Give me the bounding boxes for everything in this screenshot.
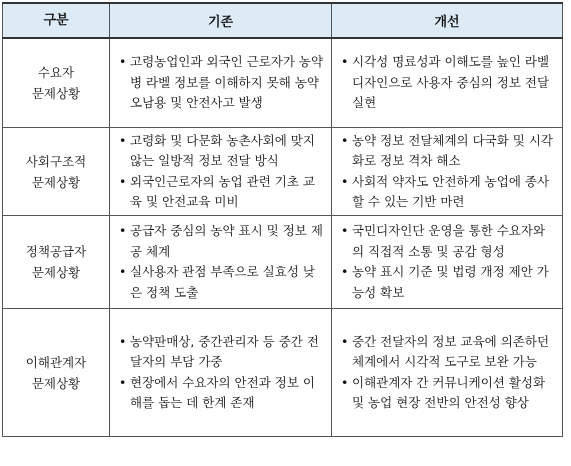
- header-category: 구분: [3, 3, 110, 38]
- existing-item: • 고령화 및 다문화 농촌사회에 맞지 않는 일방적 정보 전달 방식: [118, 131, 325, 172]
- improved-item: • 시각성 명료성과 이해도를 높인 라벨 디자인으로 사용자 중심의 정보 전달 실현: [340, 52, 556, 114]
- table-row: [3, 128, 563, 216]
- row-label: [3, 216, 110, 309]
- existing-item: • 고령농업인과 외국인 근로자가 농약병 라벨 정보를 이해하지 못해 농약 오남용 및 안전사고 발생: [118, 52, 325, 114]
- row-label: [3, 309, 110, 437]
- comparison-table: [2, 2, 563, 437]
- improved-item: • 중간 전달자의 정보 교육에 의존하던 체계에서 시각적 도구로 보완 가능: [340, 332, 556, 373]
- improved-cell: [332, 128, 563, 216]
- row-label-line: 문제상황: [31, 265, 81, 280]
- header-improved: 개선: [332, 3, 563, 38]
- existing-item: • 외국인근로자의 농업 관련 기초 교육 및 안전교육 미비: [118, 172, 325, 213]
- improved-item: • 국민디자인단 운영을 통한 수요자와의 직접적 소통 및 공감 형성: [340, 221, 556, 262]
- row-label-line: 정책공급자: [25, 244, 87, 259]
- header-existing: 기존: [110, 3, 332, 38]
- existing-cell: [110, 216, 332, 309]
- improved-item: • 사회적 약자도 안전하게 농업에 종사할 수 있는 기반 마련: [340, 172, 556, 213]
- row-label: [3, 128, 110, 216]
- row-label-line: 사회구조적: [25, 153, 87, 169]
- improved-item: • 이해관계자 간 커뮤니케이션 활성화 및 농업 현장 전반의 안전성 향상: [340, 373, 556, 414]
- row-label: [3, 38, 110, 128]
- row-label-line: 문제상황: [31, 86, 81, 101]
- row-label-line: 수요자: [37, 65, 75, 80]
- improved-cell: [332, 38, 563, 128]
- row-label-line: 문제상황: [31, 174, 81, 190]
- improved-item: • 농약 표시 기준 및 법령 개정 제안 가능성 확보: [340, 262, 556, 303]
- table-row: [3, 38, 563, 128]
- improved-cell: [332, 309, 563, 437]
- table-row: [3, 216, 563, 309]
- existing-cell: [110, 309, 332, 437]
- row-label-line: 문제상황: [31, 375, 81, 391]
- existing-item: • 농약판매상, 중간관리자 등 중간 전달자의 부담 가중: [118, 332, 325, 373]
- existing-item: • 현장에서 수요자의 안전과 정보 이해를 돕는 데 한계 존재: [118, 373, 325, 414]
- table-row: [3, 309, 563, 437]
- improved-cell: [332, 216, 563, 309]
- existing-item: • 실사용자 관점 부족으로 실효성 낮은 정책 도출: [118, 262, 325, 303]
- header-row: [3, 3, 563, 38]
- improved-item: • 농약 정보 전달체계의 다국화 및 시각화로 정보 격차 해소: [340, 131, 556, 172]
- row-label-line: 이해관계자: [25, 354, 87, 370]
- existing-cell: [110, 128, 332, 216]
- existing-cell: [110, 38, 332, 128]
- existing-item: • 공급자 중심의 농약 표시 및 정보 제공 체계: [118, 221, 325, 262]
